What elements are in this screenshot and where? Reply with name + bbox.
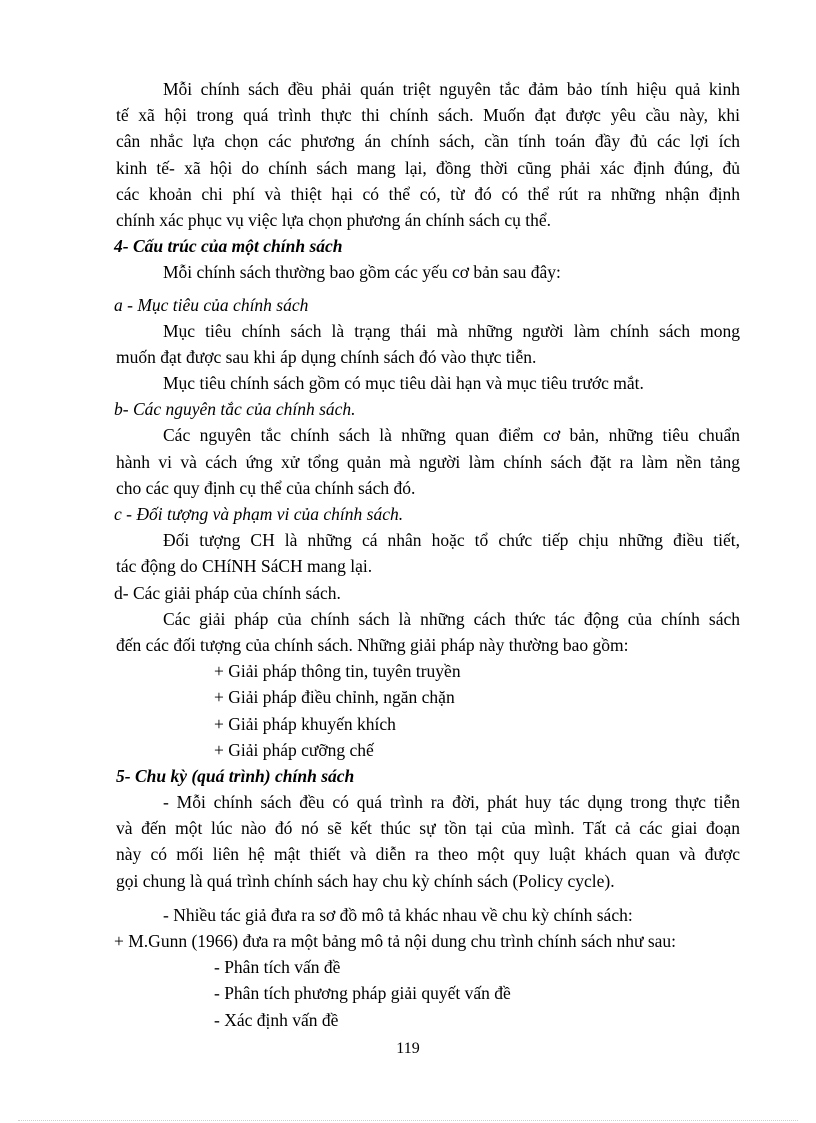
list-item: + Giải pháp khuyến khích xyxy=(214,713,396,734)
text-line: gọi chung là quá trình chính sách hay chu kỳ chính sách (Policy cycle). xyxy=(116,870,615,891)
paragraph-policy-cycle xyxy=(116,789,740,894)
subheading-d: d- Các giải pháp của chính sách. xyxy=(114,582,341,603)
section-heading-4: 4- Cấu trúc của một chính sách xyxy=(114,236,343,257)
text-line: các khoản chi phí và thiệt hại có thể có, từ đó có thể rút ra những nhận định xyxy=(116,183,740,204)
text-line: chính xác phục vụ việc lựa chọn phương án chính sách cụ thể. xyxy=(116,209,551,230)
text-line: kinh tế- xã hội do chính sách mang lại, đồng thời cũng phải xác định đúng, đủ xyxy=(116,157,740,178)
paragraph-principles xyxy=(116,422,740,501)
paragraph-solutions xyxy=(116,606,740,658)
subheading-a: a - Mục tiêu của chính sách xyxy=(114,294,309,315)
paragraph-gap xyxy=(116,894,740,902)
page-bottom-divider xyxy=(18,1120,798,1121)
text-line: Đối tượng CH là những cá nhân hoặc tổ chức tiếp chịu những điều tiết, xyxy=(163,530,740,551)
text-line: Mỗi chính sách đều phải quán triệt nguyên tắc đảm bảo tính hiệu quả kinh xyxy=(163,79,740,99)
page-content xyxy=(116,76,740,1033)
list-item: + Giải pháp thông tin, tuyên truyền xyxy=(214,661,461,682)
text-line: cân nhắc lựa chọn các phương án chính sách, cần tính toán đầy đủ các lợi ích xyxy=(116,131,740,152)
subheading-b: b- Các nguyên tắc của chính sách. xyxy=(114,399,356,420)
section-heading-5: 5- Chu kỳ (quá trình) chính sách xyxy=(116,765,355,786)
page-number: 119 xyxy=(396,1040,420,1057)
text-line: Các nguyên tắc chính sách là những quan điểm cơ bản, những tiêu chuẩn xyxy=(163,425,740,446)
list-item: - Phân tích vấn đề xyxy=(214,957,341,978)
text-line: Mỗi chính sách thường bao gồm các yếu cơ bản sau đây: xyxy=(163,262,561,283)
paragraph-objectives xyxy=(116,318,740,370)
solutions-list xyxy=(116,658,740,763)
text-line: tế xã hội trong quá trình thực thi chính sách. Muốn đạt được yêu cầu này, khi xyxy=(116,105,740,126)
paragraph-efficiency-principle xyxy=(116,76,740,233)
gunn-steps-list xyxy=(116,954,740,1033)
paragraph-subjects xyxy=(116,527,740,579)
text-line: - Nhiều tác giả đưa ra sơ đồ mô tả khác nhau về chu kỳ chính sách: xyxy=(163,904,633,925)
text-line: - Mỗi chính sách đều có quá trình ra đời, phát huy tác dụng trong thực tiễn xyxy=(163,792,740,813)
subheading-c: c - Đối tượng và phạm vi của chính sách. xyxy=(114,504,404,524)
text-line: đến các đối tượng của chính sách. Những giải pháp này thường bao gồm: xyxy=(116,634,629,655)
list-item: - Phân tích phương pháp giải quyết vấn đề xyxy=(214,983,511,1004)
list-item: + Giải pháp cưỡng chế xyxy=(214,739,374,760)
text-line: tác động do CHíNH SáCH mang lại. xyxy=(116,556,373,577)
text-line: và đến một lúc nào đó nó sẽ kết thúc sự tồn tại của mình. Tất cả các giai đoạn xyxy=(116,818,740,839)
text-line: Mục tiêu chính sách là trạng thái mà những người làm chính sách mong xyxy=(163,320,740,341)
text-line: Mục tiêu chính sách gồm có mục tiêu dài hạn và mục tiêu trước mắt. xyxy=(163,373,644,394)
text-line: Các giải pháp của chính sách là những cách thức tác động của chính sách xyxy=(163,608,740,629)
text-line: hành vi và cách ứng xử tổng quản mà người làm chính sách đặt ra làm nền tảng xyxy=(116,451,740,472)
text-line: này có mối liên hệ mật thiết và diễn ra theo một quy luật khách quan và được xyxy=(116,844,740,865)
list-item: - Xác định vấn đề xyxy=(214,1009,339,1030)
text-line: cho các quy định cụ thể của chính sách đó. xyxy=(116,477,416,498)
list-item: + Giải pháp điều chỉnh, ngăn chặn xyxy=(214,687,455,708)
text-line: muốn đạt được sau khi áp dụng chính sách đó vào thực tiễn. xyxy=(116,346,537,367)
text-line: + M.Gunn (1966) đưa ra một bảng mô tả nội dung chu trình chính sách như sau: xyxy=(114,931,677,951)
